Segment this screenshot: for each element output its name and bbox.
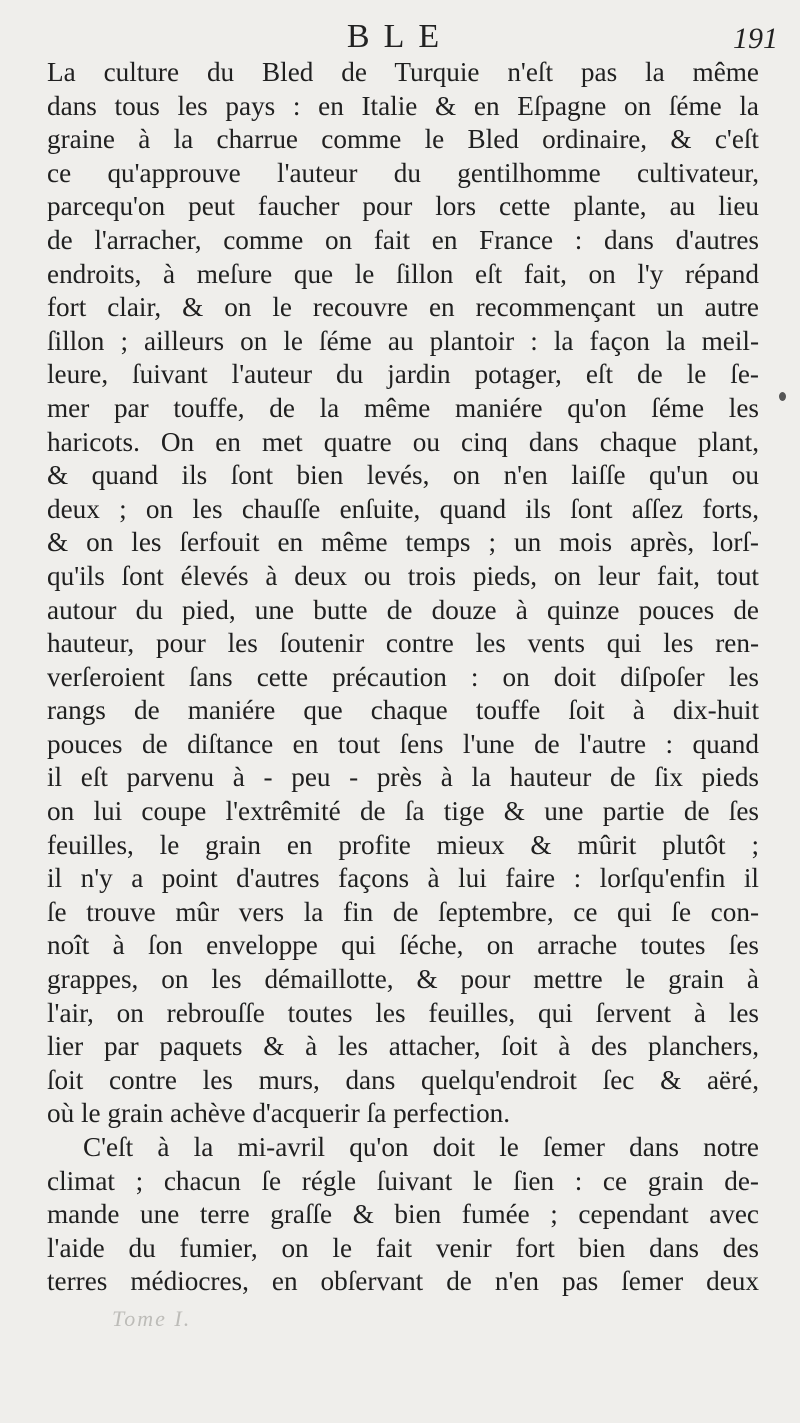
text-line: dans tous les pays : en Italie & en Eſpagne on ſéme la — [47, 90, 759, 121]
text-line: haricots. On en met quatre ou cinq dans chaque plant, — [47, 426, 759, 457]
text-line: ſillon ; ailleurs on le ſéme au plantoir : la façon la meil- — [47, 325, 759, 356]
text-line: on lui coupe l'extrêmité de ſa tige & une partie de ſes — [47, 796, 759, 827]
paragraph — [47, 56, 759, 1131]
text-line: il eſt parvenu à - peu - près à la hauteur de ſix pieds — [47, 762, 759, 793]
running-head: BLE — [346, 18, 454, 55]
text-line: autour du pied, une butte de douze à quinze pouces de — [47, 594, 759, 625]
text-line: verſeroient ſans cette précaution : on doit diſpoſer les — [47, 661, 759, 692]
text-line: lier par paquets & à les attacher, ſoit à des planchers, — [47, 1031, 759, 1062]
text-line: parcequ'on peut faucher pour lors cette plante, au lieu — [47, 191, 759, 222]
text-line: deux ; on les chauſſe enſuite, quand ils ſont aſſez forts, — [47, 493, 759, 524]
text-line: il n'y a point d'autres façons à lui faire : lorſqu'enfin il — [47, 863, 759, 894]
page-number: 191 — [733, 22, 778, 55]
text-line: l'aide du fumier, on le fait venir fort bien dans des — [47, 1232, 759, 1263]
text-line: feuilles, le grain en profite mieux & mûrit plutôt ; — [47, 829, 759, 860]
text-line: pouces de diſtance en tout ſens l'une de l'autre : quand — [47, 728, 759, 759]
text-line: graine à la charrue comme le Bled ordinaire, & c'eſt — [47, 124, 759, 155]
text-line: rangs de maniére que chaque touffe ſoit à dix-huit — [47, 695, 759, 726]
text-line: de l'arracher, comme on fait en France : dans d'autres — [47, 224, 759, 255]
text-line: & on les ſerfouit en même temps ; un mois après, lorſ- — [47, 527, 759, 558]
show-through-text: Tome I. — [112, 1306, 192, 1331]
text-line: terres médiocres, en obſervant de n'en pas ſemer deux — [47, 1266, 759, 1297]
page-header — [0, 14, 800, 54]
text-line: leure, ſuivant l'auteur du jardin potager, eſt de le ſe- — [47, 359, 759, 390]
text-line: ſe trouve mûr vers la fin de ſeptembre, ce qui ſe con- — [47, 896, 759, 927]
text-line: ſoit contre les murs, dans quelqu'endroit ſec & aëré, — [47, 1064, 759, 1095]
text-line: hauteur, pour les ſoutenir contre les vents qui les ren- — [47, 628, 759, 659]
text-line: La culture du Bled de Turquie n'eſt pas la même — [47, 57, 759, 87]
text-line: l'air, on rebrouſſe toutes les feuilles, qui ſervent à les — [47, 997, 759, 1028]
text-line: qu'ils ſont élevés à deux ou trois pieds, on leur fait, tout — [47, 560, 759, 591]
text-line: mande une terre graſſe & bien fumée ; cependant avec — [47, 1199, 759, 1230]
text-line: climat ; chacun ſe régle ſuivant le ſien : ce grain de- — [47, 1165, 759, 1196]
text-line: mer par touffe, de la même maniére qu'on ſéme les — [47, 392, 759, 423]
text-line: noît à ſon enveloppe qui ſéche, on arrache toutes ſes — [47, 930, 759, 961]
text-line: ce qu'approuve l'auteur du gentilhomme cultivateur, — [47, 157, 759, 188]
text-line: où le grain achève d'acquerir ſa perfection. — [47, 1098, 511, 1129]
text-line: grappes, on les démaillotte, & pour mettre le grain à — [47, 964, 759, 995]
paragraph — [47, 1131, 759, 1299]
text-line: fort clair, & on le recouvre en recommençant un autre — [47, 292, 759, 323]
text-line: & quand ils ſont bien levés, on n'en laiſſe qu'un ou — [47, 460, 759, 491]
body-text — [47, 56, 759, 1299]
text-line: C'eſt à la mi-avril qu'on doit le ſemer dans notre — [83, 1132, 759, 1162]
text-line: endroits, à meſure que le ſillon eſt fait, on l'y répand — [47, 258, 759, 289]
ink-spot — [779, 392, 786, 401]
